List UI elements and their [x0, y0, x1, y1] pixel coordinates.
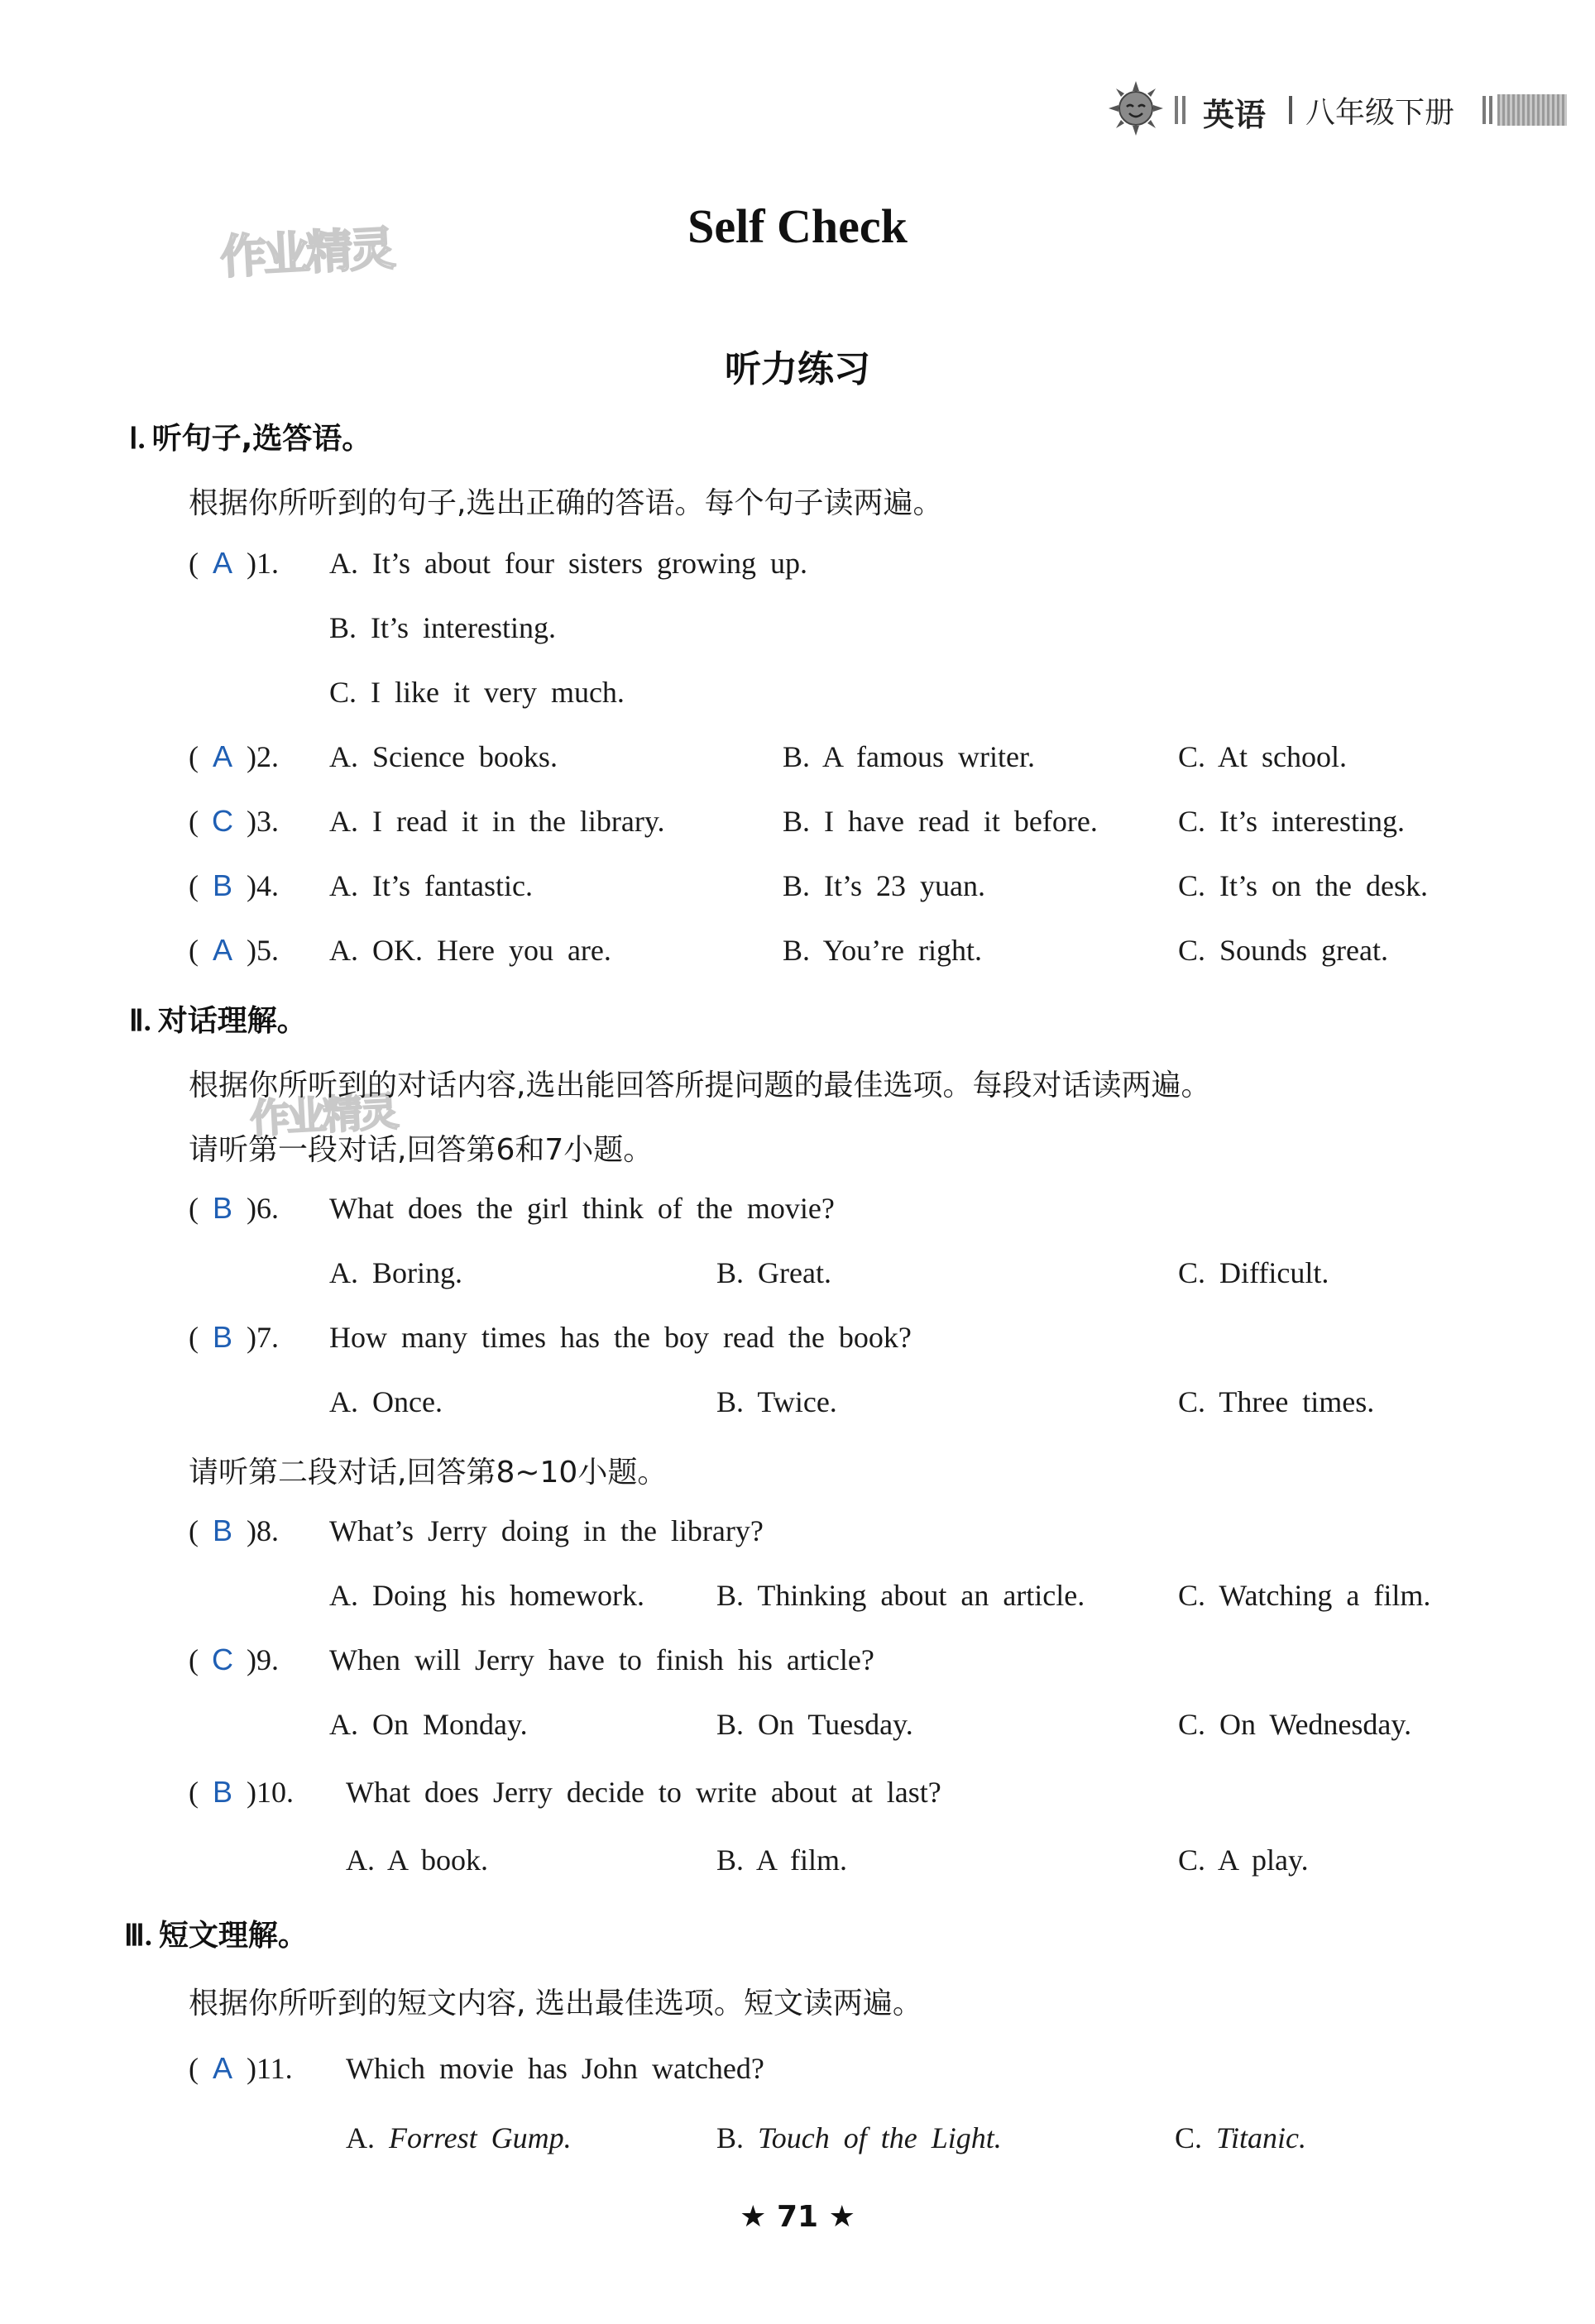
option-c: C. Three times. — [1178, 1385, 1375, 1418]
question-stem: Which movie has John watched? — [346, 2052, 764, 2085]
answer-letter: B — [212, 1320, 232, 1354]
option-b: B. A film. — [716, 1843, 848, 1877]
option-a: A. Doing his homework. — [329, 1579, 644, 1612]
option-b: B. A famous writer. — [783, 740, 1035, 773]
option-c: C. At school. — [1178, 740, 1348, 773]
question-row: ( C )9. — [189, 1643, 279, 1676]
question-row: ( B )8. — [189, 1513, 279, 1547]
answer-letter: A — [212, 546, 232, 580]
header-separator — [1289, 96, 1292, 124]
option-c: C. A play. — [1178, 1843, 1309, 1877]
star-icon: ★ — [740, 2200, 767, 2234]
option-c: C. Difficult. — [1178, 1256, 1329, 1289]
watermark: 作业精灵 — [248, 1088, 397, 1143]
option-a: A. Boring. — [329, 1256, 462, 1289]
question-stem: When will Jerry have to finish his article? — [329, 1643, 874, 1676]
section-title: 听力练习 — [725, 348, 870, 390]
question-row: ( A )2. — [189, 739, 279, 773]
section-instruction: 根据你所听到的句子,选出正确的答语。每个句子读两遍。 — [189, 486, 943, 520]
question-row: ( B )7. — [189, 1320, 279, 1354]
question-row: ( B )6. — [189, 1191, 279, 1225]
answer-letter: A — [212, 933, 232, 967]
option-a: A. I read it in the library. — [329, 805, 665, 838]
option-b: B. Great. — [716, 1256, 831, 1289]
option-letter: B. — [716, 2121, 745, 2154]
option-c: C. Sounds great. — [1178, 934, 1388, 967]
page-number — [0, 2200, 1595, 2234]
section-numeral: Ⅰ. — [129, 422, 146, 455]
option-c: C. I like it very much. — [329, 676, 625, 709]
option-b: B. On Tuesday. — [716, 1708, 913, 1741]
question-stem: How many times has the boy read the book? — [329, 1321, 912, 1354]
movie-title: Titanic. — [1216, 2121, 1307, 2154]
question-stem: What does the girl think of the movie? — [329, 1192, 835, 1225]
answer-letter: B — [212, 1775, 232, 1809]
section-numeral: Ⅲ. — [124, 1919, 152, 1952]
section-numeral: Ⅱ. — [129, 1004, 151, 1037]
option-a: A. Science books. — [329, 740, 558, 773]
answer-letter: B — [212, 868, 232, 902]
option-letter: A. — [346, 2121, 375, 2154]
option-a: A. OK. Here you are. — [329, 934, 611, 967]
option-b: B. I have read it before. — [783, 805, 1098, 838]
question-number: 4. — [256, 869, 279, 902]
sun-face-icon — [1107, 79, 1165, 137]
question-number: 11. — [256, 2052, 293, 2085]
section-instruction: 请听第一段对话,回答第6和7小题。 — [189, 1133, 654, 1167]
answer-letter: A — [212, 739, 232, 773]
question-stem: What’s Jerry doing in the library? — [329, 1514, 764, 1547]
option-c: C. It’s interesting. — [1178, 805, 1405, 838]
option-a: A. It’s fantastic. — [329, 869, 533, 902]
section-heading-3 — [124, 1912, 308, 1954]
option-a: A. A book. — [346, 1843, 489, 1877]
option-c: C. On Wednesday. — [1178, 1708, 1412, 1741]
answer-letter: B — [212, 1513, 232, 1547]
option-b: B. Thinking about an article. — [716, 1579, 1085, 1612]
option-a: A. On Monday. — [329, 1708, 528, 1741]
answer-letter: B — [212, 1191, 232, 1225]
question-row: ( A )11. — [189, 2051, 293, 2085]
header-subject: 英语 — [1203, 97, 1267, 133]
header-grade: 八年级下册 — [1305, 96, 1455, 130]
question-number: 5. — [256, 934, 279, 967]
option-a: A. It’s about four sisters growing up. — [329, 547, 807, 580]
page-number-value: 71 — [776, 2200, 819, 2234]
section-instruction: 请听第二段对话,回答第8~10小题。 — [189, 1456, 668, 1490]
option-b: B. It’s interesting. — [329, 611, 556, 644]
question-number: 3. — [256, 805, 279, 838]
option-b — [716, 2121, 1002, 2155]
page-header — [0, 0, 1595, 182]
section-heading-2 — [129, 997, 307, 1040]
answer-letter: C — [212, 804, 233, 838]
option-c: C. Watching a film. — [1178, 1579, 1431, 1612]
option-b: B. It’s 23 yuan. — [783, 869, 985, 902]
answer-letter: A — [212, 2051, 232, 2085]
star-icon: ★ — [828, 2200, 855, 2234]
question-row: ( A )1. — [189, 546, 279, 580]
option-b: B. You’re right. — [783, 934, 983, 967]
option-letter: C. — [1175, 2121, 1203, 2154]
question-number: 6. — [256, 1192, 279, 1225]
section-instruction: 根据你所听到的短文内容, 选出最佳选项。短文读两遍。 — [189, 1987, 922, 2020]
option-a — [346, 2121, 572, 2155]
section-heading-1 — [129, 415, 371, 457]
page-title: Self Check — [687, 199, 908, 253]
section-heading-text: 对话理解。 — [157, 1004, 307, 1038]
option-c: C. It’s on the desk. — [1178, 869, 1428, 902]
option-b: B. Twice. — [716, 1385, 837, 1418]
question-row: ( C )3. — [189, 804, 279, 838]
movie-title: Touch of the Light. — [758, 2121, 1002, 2154]
question-number: 8. — [256, 1514, 279, 1547]
question-row: ( B )10. — [189, 1775, 294, 1809]
question-row: ( A )5. — [189, 933, 279, 967]
answer-letter: C — [212, 1643, 233, 1676]
movie-title: Forrest Gump. — [389, 2121, 572, 2154]
section-heading-text: 短文理解。 — [158, 1919, 308, 1953]
question-number: 10. — [256, 1776, 294, 1809]
question-number: 7. — [256, 1321, 279, 1354]
question-row: ( B )4. — [189, 868, 279, 902]
option-a: A. Once. — [329, 1385, 443, 1418]
question-number: 1. — [256, 547, 279, 580]
header-end-bars — [1482, 96, 1496, 124]
question-number: 2. — [256, 740, 279, 773]
header-divider-bars — [1175, 96, 1191, 124]
section-heading-text: 听句子,选答语。 — [151, 422, 372, 456]
watermark: 作业精灵 — [218, 222, 394, 285]
question-number: 9. — [256, 1643, 279, 1676]
section-instruction: 根据你所听到的对话内容,选出能回答所提问题的最佳选项。每段对话读两遍。 — [189, 1069, 1211, 1102]
option-c — [1175, 2121, 1306, 2155]
question-stem: What does Jerry decide to write about at last? — [346, 1776, 941, 1809]
header-shaded-block — [1497, 94, 1567, 126]
